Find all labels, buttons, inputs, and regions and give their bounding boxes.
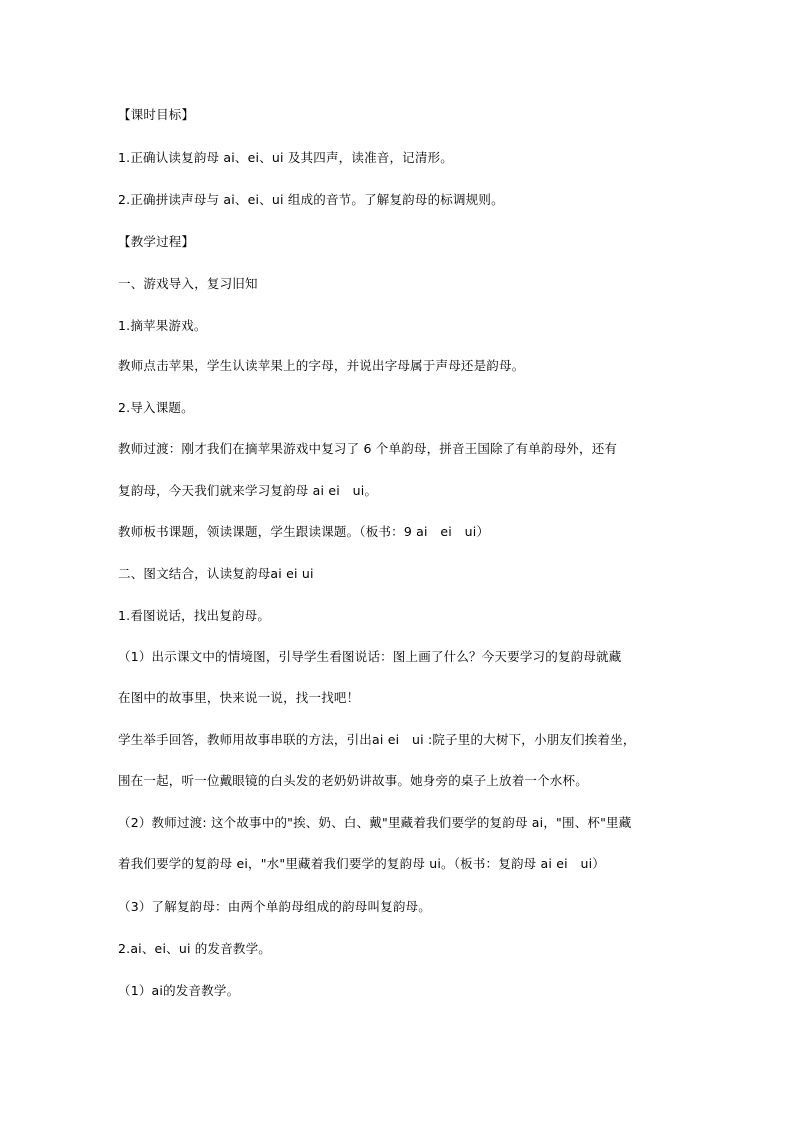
paragraph: （3）了解复韵母：由两个单韵母组成的韵母叫复韵母。 — [118, 899, 431, 914]
paragraph: （1）ai的发音教学。 — [118, 983, 240, 998]
paragraph: （1）出示课文中的情境图，引导学生看图说话：图上画了什么？今天要学习的复韵母就藏 — [118, 649, 622, 664]
paragraph: 复韵母，今天我们就来学习复韵母 ai ei ui。 — [118, 483, 378, 498]
paragraph: 围在一起，听一位戴眼镜的白头发的老奶奶讲故事。她身旁的桌子上放着一个水杯。 — [118, 773, 588, 788]
paragraph: 学生举手回答，教师用故事串联的方法，引出ai ei ui :院子里的大树下，小朋友们挨着坐， — [118, 732, 636, 747]
paragraph: 1.看图说话，找出复韵母。 — [118, 608, 271, 623]
paragraph: 在图中的故事里，快来说一说，找一找吧！ — [118, 690, 360, 705]
paragraph: （2）教师过渡: 这个故事中的"挨、奶、白、戴"里藏着我们要学的复韵母 ai，"围、杯"里藏 — [118, 815, 632, 830]
section-heading-objectives: 【课时目标】 — [118, 107, 195, 122]
paragraph: 1.摘苹果游戏。 — [118, 318, 207, 333]
paragraph: 教师板书课题，领读课题，学生跟读课题。（板书：9 ai ei ui） — [118, 524, 490, 539]
paragraph: 1.正确认读复韵母 ai、ei、ui 及其四声，读准音，记清形。 — [118, 150, 453, 165]
paragraph: 着我们要学的复韵母 ei，"水"里藏着我们要学的复韵母 ui。（板书：复韵母 ai ei ui） — [118, 856, 605, 871]
subsection-heading: 二、图文结合，认读复韵母ai ei ui — [118, 566, 314, 581]
paragraph: 2.ai、ei、ui 的发音教学。 — [118, 941, 271, 956]
paragraph: 教师过渡：刚才我们在摘苹果游戏中复习了 6 个单韵母，拼音王国除了有单韵母外，还有 — [118, 441, 618, 456]
paragraph: 教师点击苹果，学生认读苹果上的字母，并说出字母属于声母还是韵母。 — [118, 358, 525, 373]
paragraph: 2.正确拼读声母与 ai、ei、ui 组成的音节。了解复韵母的标调规则。 — [118, 192, 504, 207]
subsection-heading: 一、游戏导入，复习旧知 — [118, 276, 258, 291]
section-heading-process: 【教学过程】 — [118, 234, 195, 249]
paragraph: 2.导入课题。 — [118, 400, 194, 415]
